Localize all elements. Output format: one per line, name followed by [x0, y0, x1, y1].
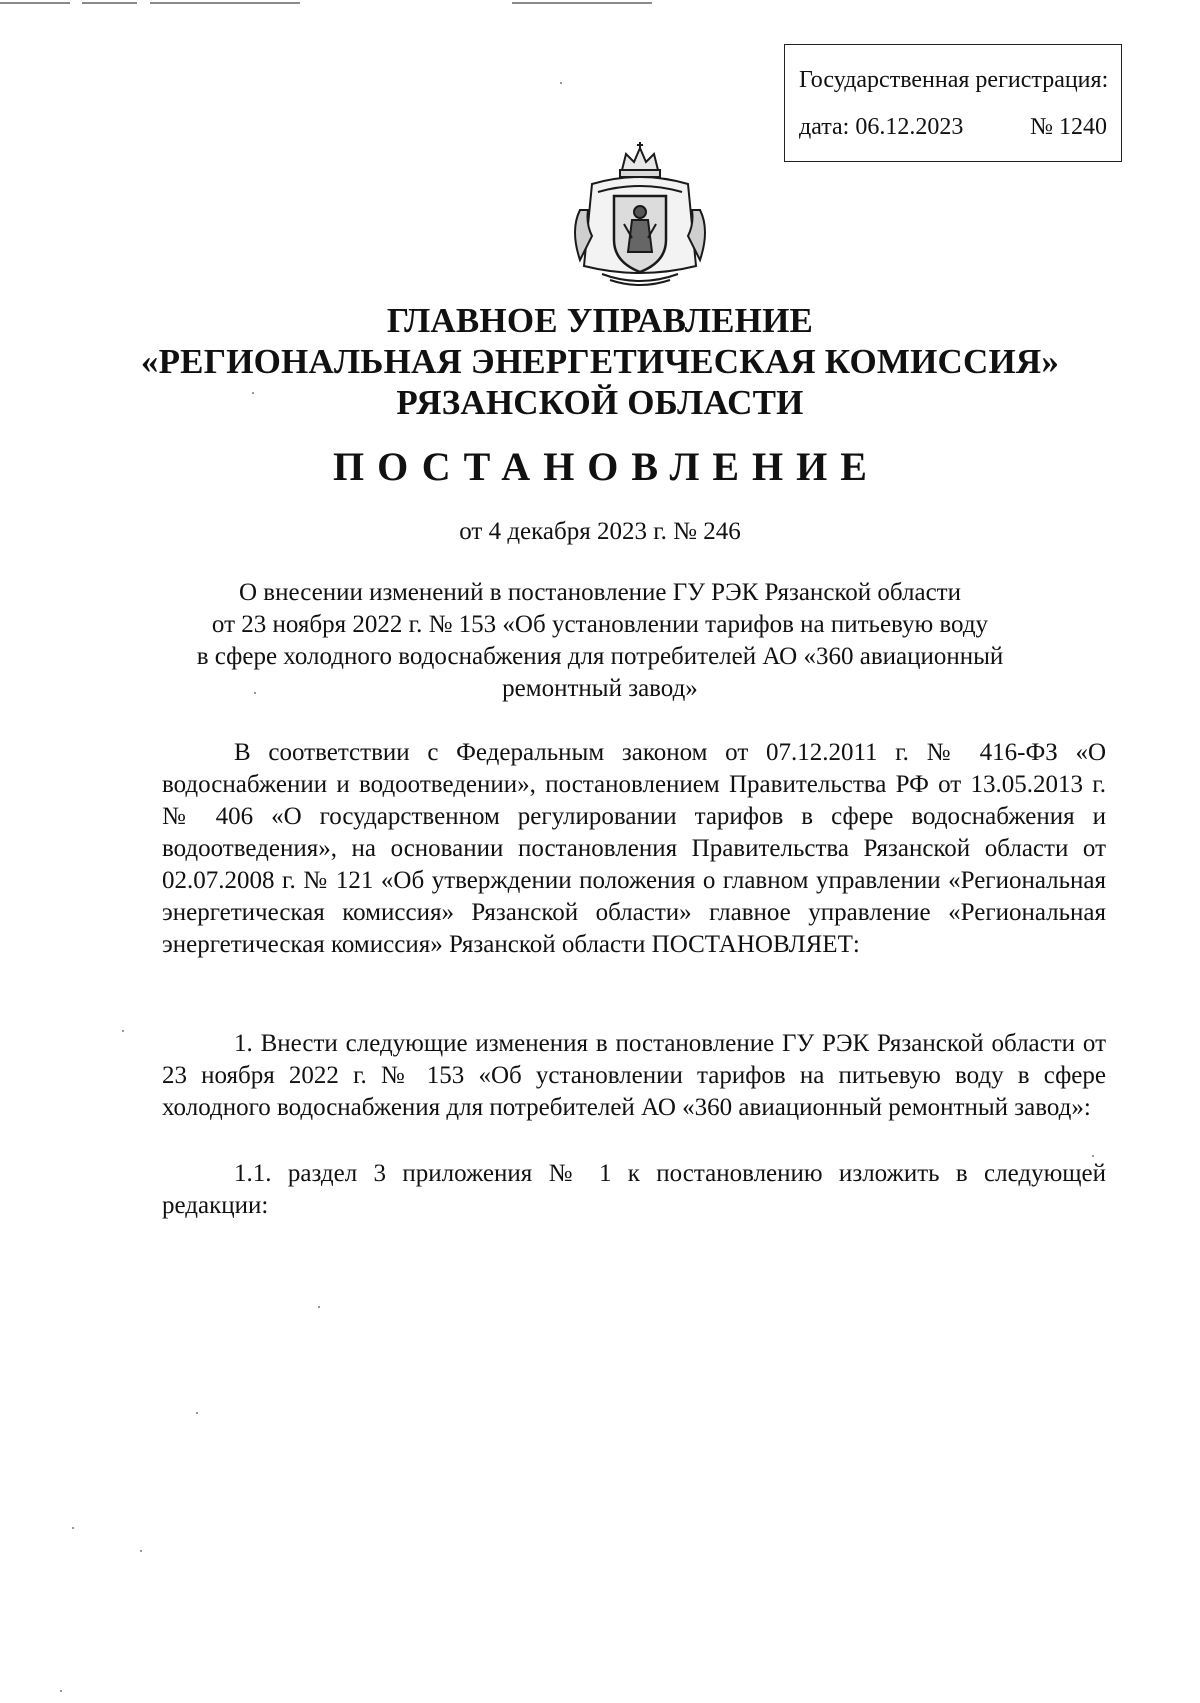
scan-speck	[254, 692, 256, 694]
organization-name	[0, 300, 1200, 423]
organization-line: ГЛАВНОЕ УПРАВЛЕНИЕ	[386, 301, 814, 340]
scan-artifact	[150, 2, 300, 4]
scan-speck	[560, 82, 562, 84]
scan-artifact	[0, 2, 70, 4]
preamble-paragraph: В соответствии с Федеральным законом от 07.12.2011 г. № 416-ФЗ «О водоснабжении и водоотведении», постановлением Правительства РФ от 13.05.2013 г. № 406 «О государственном регулировании тарифов в сфере водоснабжения и водоотведения», на основании постановления Правительства Рязанской области от 02.07.2008 г. № 121 «Об утверждении положения о главном управлении «Региональная энергетическая комиссия» Рязанской области» главное управление «Региональная энергетическая комиссия» Рязанской области ПОСТАНОВЛЯЕТ:	[162, 739, 1106, 958]
document-date-number: от 4 декабря 2023 г. № 246	[459, 518, 741, 545]
document-type-heading: ПОСТАНОВЛЕНИЕ	[333, 444, 880, 489]
registration-number: № 1240	[1030, 114, 1107, 140]
scan-speck	[1092, 1155, 1094, 1157]
registration-title: Государственная регистрация:	[799, 67, 1109, 93]
scan-speck	[60, 1690, 62, 1692]
registration-date: дата: 06.12.2023	[799, 114, 964, 140]
scan-speck	[252, 392, 254, 394]
ryazan-coat-of-arms-icon	[562, 140, 718, 290]
subject-line: О внесении изменений в постановление ГУ РЭК Рязанской области	[239, 579, 961, 606]
scan-speck	[196, 1412, 198, 1414]
scan-speck	[122, 1030, 124, 1032]
organization-line: «РЕГИОНАЛЬНАЯ ЭНЕРГЕТИЧЕСКАЯ КОМИССИЯ»	[140, 342, 1060, 381]
item-1-paragraph: 1. Внести следующие изменения в постановление ГУ РЭК Рязанской области от 23 ноября 2022 г. № 153 «Об установлении тарифов на питьевую воду в сфере холодного водоснабжения для потребителей АО «360 авиационный ремонтный завод»:	[162, 1030, 1106, 1121]
subject-line: в сфере холодного водоснабжения для потребителей АО «360 авиационный	[196, 643, 1004, 670]
document-subject	[0, 577, 1200, 705]
registration-stamp	[784, 44, 1122, 162]
scan-artifact	[82, 2, 137, 4]
subject-line: от 23 ноября 2022 г. № 153 «Об установлении тарифов на питьевую воду	[211, 611, 989, 638]
subject-line: ремонтный завод»	[502, 675, 698, 702]
scan-speck	[318, 1306, 320, 1308]
scan-speck	[140, 1550, 142, 1552]
item-1-1-paragraph: 1.1. раздел 3 приложения № 1 к постановлению изложить в следующей редакции:	[162, 1160, 1106, 1219]
scan-speck	[72, 1527, 74, 1529]
scan-artifact	[512, 2, 652, 4]
organization-line: РЯЗАНСКОЙ ОБЛАСТИ	[396, 383, 804, 422]
